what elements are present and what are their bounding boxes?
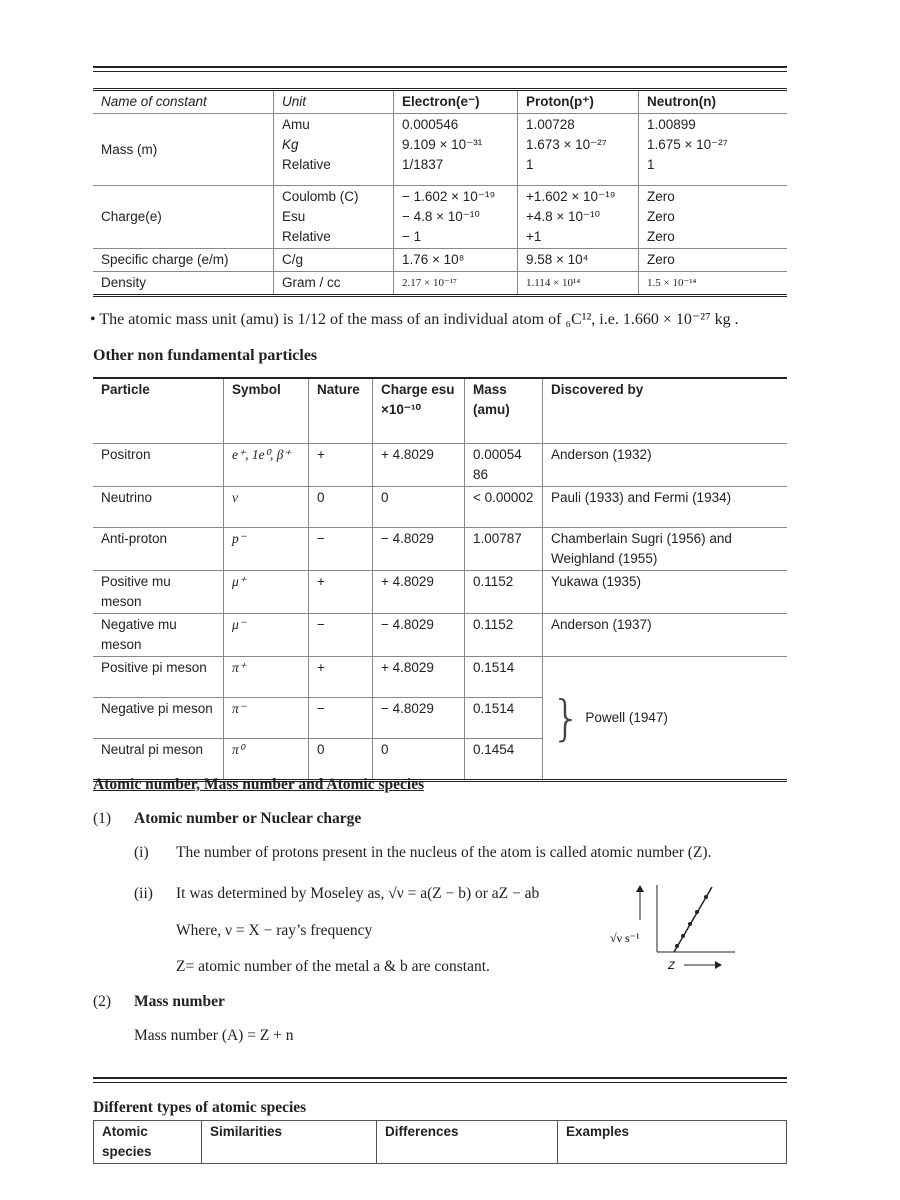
cell: Anderson (1937) [543,614,788,657]
cell [639,186,788,249]
y-axis-label: √ν s⁻¹ [610,931,640,945]
species-heading: Different types of atomic species [93,1099,307,1116]
cell: μ⁺ [224,571,309,614]
value: +4.8 × 10⁻¹⁰ [526,209,601,224]
value: +1 [526,229,542,244]
subsection-title: Atomic number or Nuclear charge [134,810,362,827]
value: Zero [647,209,675,224]
value: 1/1837 [402,157,444,172]
item-text: The number of protons present in the nucleus of the atom is called atomic number (Z). [176,844,712,861]
header-cell: Electron(e⁻) [394,90,518,114]
item-number: (ii) [134,885,153,902]
cell [543,657,788,781]
cell: Anti-proton [93,528,224,571]
x-axis-label: Z [668,960,675,970]
header-cell: Differences [377,1121,558,1164]
constants-table [93,88,787,297]
unit: Coulomb (C) [282,189,359,204]
cell: Positive mu meson [93,571,224,614]
value: 1 [647,157,655,172]
cell [274,186,394,249]
value: − 4.8 × 10⁻¹⁰ [402,209,480,224]
unit: Kg [282,137,299,152]
cell: − [309,698,373,739]
table-row [93,249,787,272]
cell: 0 [373,739,465,781]
subsection-title: Mass number [134,993,225,1010]
section-heading: Atomic number, Mass number and Atomic species [93,776,425,793]
header-cell: Neutron(n) [639,90,788,114]
value: 1 [526,157,534,172]
item-text: It was determined by Moseley as, √ν = a(Z − b) or aZ − ab [176,885,540,902]
cell [394,114,518,186]
cell: Neutral pi meson [93,739,224,781]
cell: − [309,528,373,571]
cell: + 4.8029 [373,444,465,487]
where-text: Where, ν = X − ray’s frequency [176,922,373,939]
unit: Amu [282,117,310,132]
value: 1.675 × 10⁻²⁷ [647,137,728,152]
cell [274,114,394,186]
value: − 1 [402,229,422,244]
section-rule [93,1077,787,1083]
cell: Yukawa (1935) [543,571,788,614]
cell: − [309,614,373,657]
value: 1.00899 [647,117,696,132]
mass-number-formula: Mass number (A) = Z + n [134,1027,294,1044]
cell: 0.1514 [465,698,543,739]
cell: + [309,571,373,614]
table-row [93,528,787,571]
cell: 0.1152 [465,614,543,657]
cell: Zero [639,249,788,272]
cell: π⁻ [224,698,309,739]
amu-note: • The atomic mass unit (amu) is 1/12 of the mass of an individual atom of ₆C¹², i.e. 1.660 × 10⁻²⁷ kg . [90,311,739,328]
cell: 0.1454 [465,739,543,781]
cell: Specific charge (e/m) [93,249,274,272]
brace-icon: } [551,690,582,747]
particles-table [93,377,787,782]
value: − 1.602 × 10⁻¹⁹ [402,189,496,204]
cell: 9.58 × 10⁴ [518,249,639,272]
cell [639,114,788,186]
cell [518,186,639,249]
cell: p⁻ [224,528,309,571]
cell: π⁰ [224,739,309,781]
table-row [93,186,787,249]
cell: 0 [309,487,373,528]
cell: 1.76 × 10⁸ [394,249,518,272]
value: 9.109 × 10⁻³¹ [402,137,483,152]
moseley-graph [600,880,750,970]
z-text: Z= atomic number of the metal a & b are constant. [176,958,490,975]
cell: Neutrino [93,487,224,528]
cell: Positron [93,444,224,487]
cell: 2.17 × 10⁻¹⁷ [394,272,518,296]
cell: Chamberlain Sugri (1956) and Weighland (1955) [543,528,788,571]
section-number: (2) [93,993,112,1010]
cell: Negative pi meson [93,698,224,739]
table-row [93,657,787,698]
section-number: (1) [93,810,112,827]
species-table [93,1120,787,1164]
cell: + 4.8029 [373,571,465,614]
table-row [93,114,787,186]
value: 0.000546 [402,117,459,132]
header-cell: Particle [93,378,224,444]
cell: C/g [274,249,394,272]
cell: − 4.8029 [373,614,465,657]
value: Zero [647,189,675,204]
cell: 1.00787 [465,528,543,571]
cell: Anderson (1932) [543,444,788,487]
header-cell: Proton(p⁺) [518,90,639,114]
header-cell: Nature [309,378,373,444]
cell: 1.114 × 10¹⁴ [518,272,639,296]
header-cell: Similarities [202,1121,377,1164]
value: +1.602 × 10⁻¹⁹ [526,189,616,204]
header-cell: Symbol [224,378,309,444]
cell: 1.5 × 10⁻¹⁴ [639,272,788,296]
cell: μ⁻ [224,614,309,657]
cell: Mass (m) [93,114,274,186]
value: 1.00728 [526,117,575,132]
cell: − 4.8029 [373,528,465,571]
item-number: (i) [134,844,149,861]
table-row [93,614,787,657]
value: 1.673 × 10⁻²⁷ [526,137,607,152]
cell: π⁺ [224,657,309,698]
table-header-row [93,90,787,114]
header-cell: Name of constant [93,90,274,114]
cell: 0.1514 [465,657,543,698]
table-row [93,272,787,296]
cell: Gram / cc [274,272,394,296]
value: Zero [647,229,675,244]
cell [394,186,518,249]
cell: Charge(e) [93,186,274,249]
table-row [93,487,787,528]
header-cell: Discovered by [543,378,788,444]
table-header-row [94,1121,787,1164]
header-cell: Charge esu ×10⁻¹⁰ [373,378,465,444]
unit: Esu [282,209,306,224]
cell: Density [93,272,274,296]
cell: + [309,444,373,487]
cell-text: Powell (1947) [585,709,668,725]
cell [518,114,639,186]
cell: e⁺, 1e⁰, β⁺ [224,444,309,487]
table-row [93,444,787,487]
header-cell: Unit [274,90,394,114]
cell: + [309,657,373,698]
table-header-row [93,378,787,444]
unit: Relative [282,229,331,244]
cell: 0 [309,739,373,781]
cell: − 4.8029 [373,698,465,739]
cell: Positive pi meson [93,657,224,698]
cell: 0.1152 [465,571,543,614]
unit: Relative [282,157,331,172]
cell: ν [224,487,309,528]
table-row [93,571,787,614]
particles-heading: Other non fundamental particles [93,347,318,364]
cell: Negative mu meson [93,614,224,657]
top-rule [93,66,787,72]
header-cell: Mass (amu) [465,378,543,444]
cell: < 0.00002 [465,487,543,528]
cell: 0 [373,487,465,528]
cell: Pauli (1933) and Fermi (1934) [543,487,788,528]
header-cell: Atomic species [102,1124,152,1159]
cell: + 4.8029 [373,657,465,698]
header-cell: Examples [558,1121,787,1164]
cell: 0.00054 86 [465,444,543,487]
